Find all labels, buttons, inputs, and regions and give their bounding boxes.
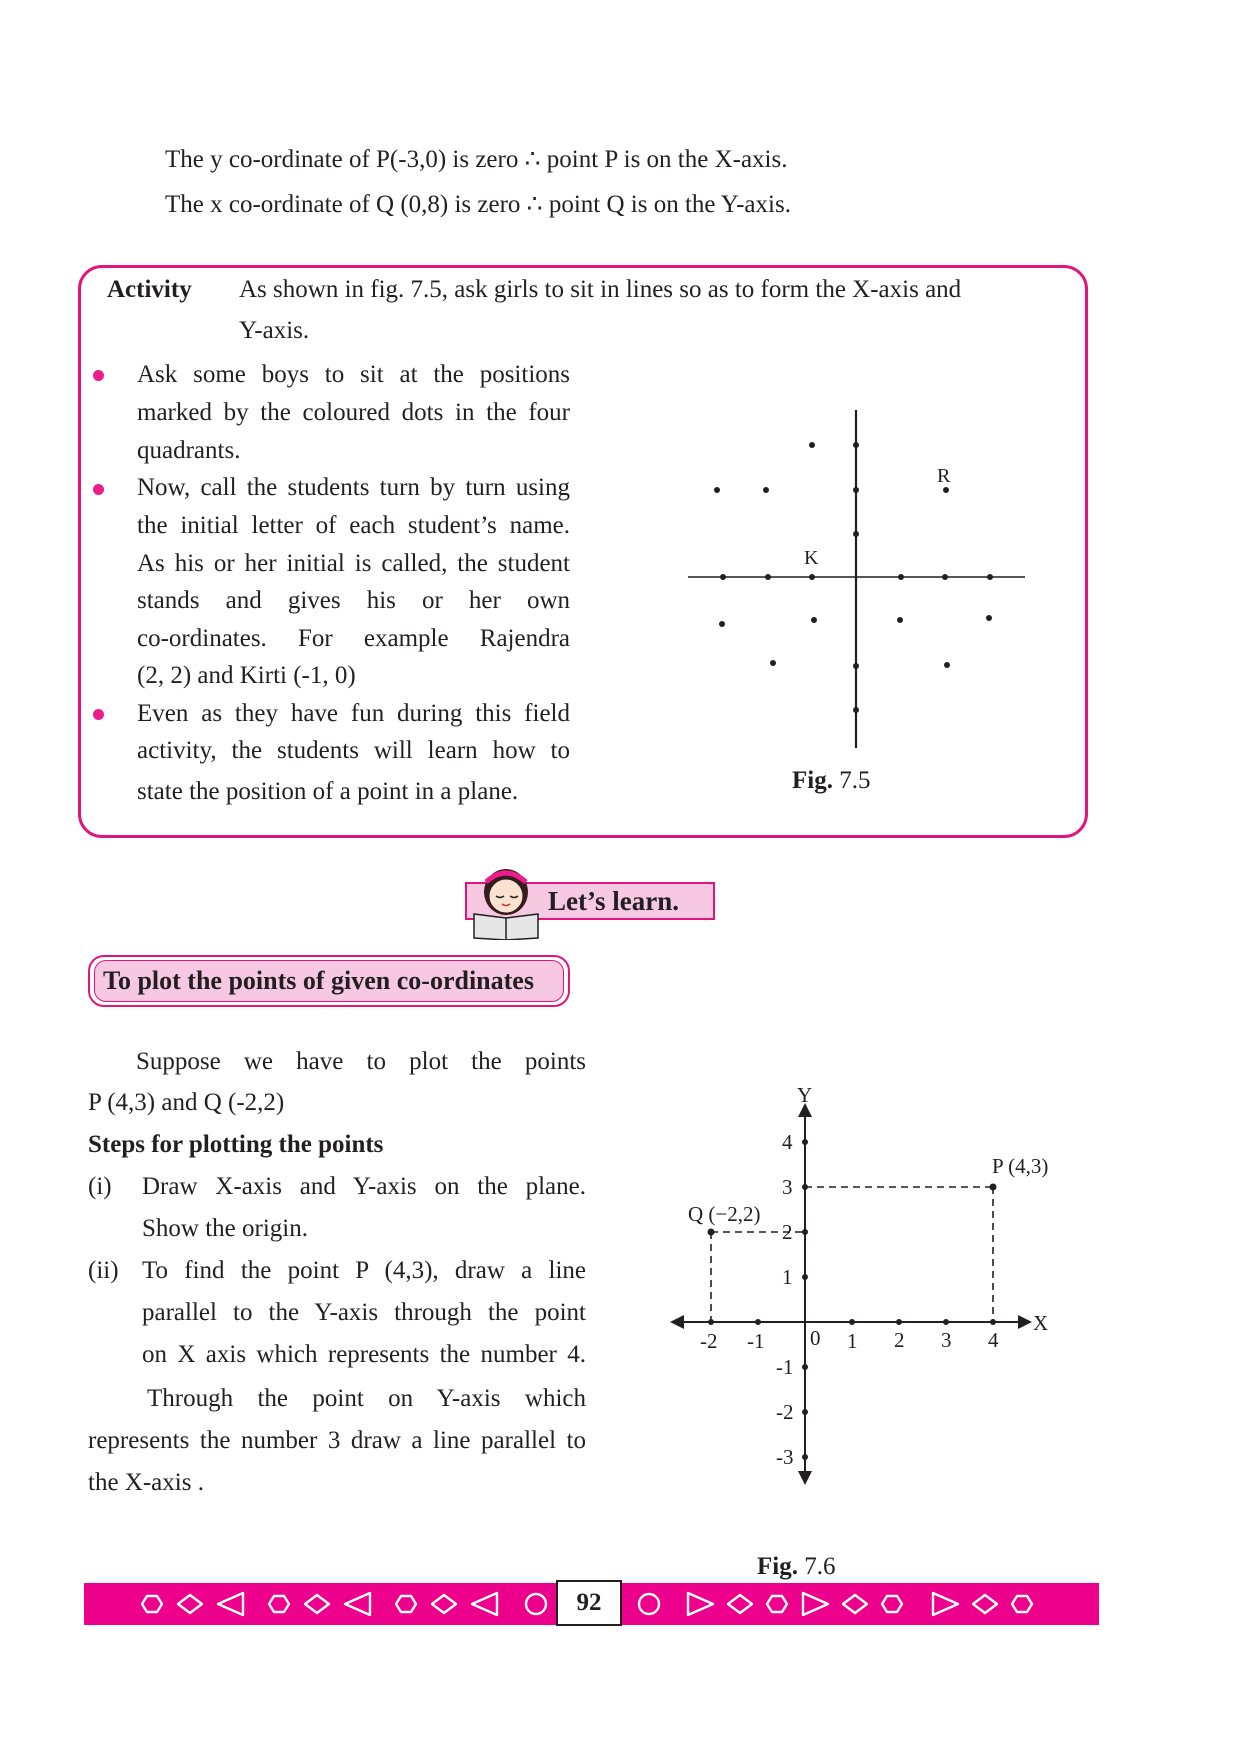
x-tick-label: 3 bbox=[941, 1328, 952, 1352]
x-tick-label: -2 bbox=[700, 1329, 718, 1353]
y-tick-label: 1 bbox=[782, 1265, 793, 1289]
bullet3-line: state the position of a point in a plane. bbox=[137, 778, 519, 805]
page-number: 92 bbox=[556, 1580, 622, 1626]
bullet3-line: Even as they have fun during this field bbox=[137, 700, 570, 727]
x-tick-label: 2 bbox=[894, 1328, 905, 1352]
fig-caption-bold: Fig. bbox=[792, 767, 833, 794]
y-tick-label: 4 bbox=[782, 1130, 793, 1154]
point-q-label: Q (−2,2) bbox=[688, 1202, 761, 1226]
para1-line-2: P (4,3) and Q (-2,2) bbox=[88, 1089, 285, 1116]
bullet2-line: stands and gives his or her own bbox=[137, 587, 570, 614]
bullet2-line: Now, call the students turn by turn using bbox=[137, 474, 570, 501]
bullet2-line: the initial letter of each student’s name. bbox=[137, 512, 570, 539]
bullet-dot bbox=[93, 709, 104, 720]
fig-caption-number: 7.5 bbox=[839, 767, 871, 794]
y-tick-label: -1 bbox=[776, 1355, 794, 1379]
step2-line-3: on X axis which represents the number 4. bbox=[142, 1341, 586, 1368]
activity-intro-line-1: As shown in fig. 7.5, ask girls to sit in lines so as to form the X-axis and bbox=[239, 276, 962, 303]
para2-line-2: represents the number 3 draw a line parallel to bbox=[88, 1427, 586, 1454]
bullet2-line: co-ordinates. For example Rajendra bbox=[137, 625, 570, 652]
x-tick-label: -1 bbox=[747, 1329, 765, 1353]
x-axis-label: X bbox=[1033, 1311, 1049, 1335]
fig-7-5-caption bbox=[792, 767, 870, 795]
fig-caption-bold: Fig. bbox=[757, 1553, 798, 1580]
origin-label: 0 bbox=[810, 1326, 821, 1350]
fig75-label-k: K bbox=[804, 547, 819, 569]
x-tick-label: 4 bbox=[988, 1328, 999, 1352]
activity-intro-line-2: Y-axis. bbox=[239, 317, 310, 344]
fig-7-6-caption bbox=[757, 1553, 835, 1581]
bullet-dot bbox=[93, 370, 104, 381]
para2-line-3: the X-axis . bbox=[88, 1469, 204, 1496]
bullet2-line: (2, 2) and Kirti (-1, 0) bbox=[137, 662, 356, 689]
fig-caption-number: 7.6 bbox=[804, 1553, 836, 1580]
step1-line-1: Draw X-axis and Y-axis on the plane. bbox=[142, 1173, 586, 1200]
reading-girl-icon bbox=[468, 862, 548, 940]
figure-7-6 bbox=[670, 1080, 1080, 1500]
x-tick-label: 1 bbox=[847, 1329, 858, 1353]
bullet3-line: activity, the students will learn how to bbox=[137, 737, 570, 764]
step2-line-2: parallel to the Y-axis through the point bbox=[142, 1299, 586, 1326]
fig75-label-r: R bbox=[937, 465, 951, 487]
step2-number: (ii) bbox=[88, 1257, 119, 1284]
y-tick-label: 2 bbox=[782, 1220, 793, 1244]
intro-line-1: The y co-ordinate of P(-3,0) is zero ∴ point P is on the X-axis. bbox=[165, 146, 788, 173]
steps-heading: Steps for plotting the points bbox=[88, 1131, 384, 1158]
y-tick-label: -3 bbox=[776, 1445, 794, 1469]
bullet1-line: Ask some boys to sit at the positions bbox=[137, 361, 570, 388]
para2-line-1: Through the point on Y-axis which bbox=[147, 1385, 586, 1412]
bullet1-line: quadrants. bbox=[137, 437, 241, 464]
step1-line-2: Show the origin. bbox=[142, 1215, 308, 1242]
lets-learn-heading: Let’s learn. bbox=[548, 886, 679, 916]
para1-line-1: Suppose we have to plot the points bbox=[136, 1048, 586, 1075]
intro-line-2: The x co-ordinate of Q (0,8) is zero ∴ point Q is on the Y-axis. bbox=[165, 191, 791, 218]
section-title: To plot the points of given co-ordinates bbox=[103, 966, 534, 995]
y-tick-label: 3 bbox=[782, 1175, 793, 1199]
activity-label: Activity bbox=[107, 276, 192, 303]
bullet2-line: As his or her initial is called, the student bbox=[137, 550, 570, 577]
bullet-dot bbox=[93, 484, 104, 495]
bullet1-line: marked by the coloured dots in the four bbox=[137, 399, 570, 426]
y-axis-label: Y bbox=[797, 1083, 813, 1107]
point-p-label: P (4,3) bbox=[992, 1154, 1049, 1178]
y-tick-label: -2 bbox=[776, 1400, 794, 1424]
figure-7-5 bbox=[680, 400, 1030, 760]
step1-number: (i) bbox=[88, 1173, 112, 1200]
step2-line-1: To find the point P (4,3), draw a line bbox=[142, 1257, 586, 1284]
